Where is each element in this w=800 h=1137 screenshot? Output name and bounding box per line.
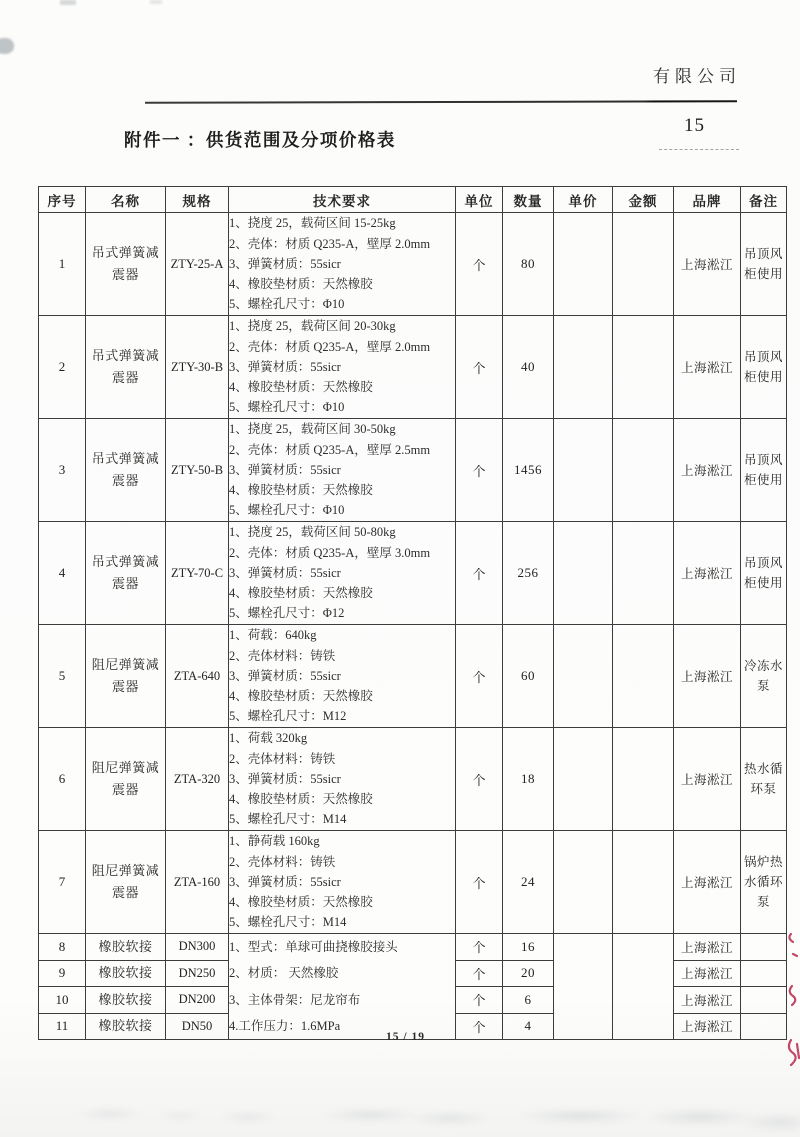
remark-cell (741, 934, 787, 961)
table-row (39, 831, 787, 934)
amount-cell (613, 316, 674, 419)
page-title: 附件一 ：供货范围及分项价格表 (124, 130, 396, 150)
price-table (38, 186, 787, 1040)
brand-cell: 上海淞江 (674, 987, 741, 1014)
remark-cell (741, 987, 787, 1014)
spec-cell: ZTY-50-B (166, 419, 229, 522)
brand-cell: 上海淞江 (674, 625, 741, 728)
unit-cell: 个 (456, 960, 503, 987)
unit-cell: 个 (456, 728, 503, 831)
row-number-cell: 5 (39, 625, 86, 728)
unit-cell: 个 (456, 213, 503, 316)
spec-cell: ZTY-25-A (166, 213, 229, 316)
page-number: 15 (684, 115, 705, 136)
quantity-cell: 80 (503, 213, 554, 316)
remark-cell: 吊顶风柜使用 (741, 419, 787, 522)
footer-page-indicator: 15 / 19 (386, 1031, 425, 1043)
item-name-cell: 橡胶软接 (86, 960, 166, 987)
brand-cell: 上海淞江 (674, 522, 741, 625)
tech-requirement-line: 5、螺栓孔尺寸：M14 (229, 915, 347, 930)
scan-smudge (60, 0, 76, 5)
quantity-cell: 24 (503, 831, 554, 934)
item-name-cell: 橡胶软接 (86, 987, 166, 1014)
page-bleed-through (0, 1082, 800, 1137)
tech-requirement-line: 3、弹簧材质：55sicr (229, 668, 341, 683)
quantity-cell: 4 (503, 1013, 554, 1040)
tech-requirement-line: 3、弹簧材质：55sicr (229, 874, 341, 889)
tech-requirement-line: 3、弹簧材质：55sicr (229, 771, 341, 786)
remark-cell: 冷冻水泵 (741, 625, 787, 728)
tech-requirement-line: 5、螺栓孔尺寸：Φ10 (229, 400, 345, 415)
quantity-cell: 20 (503, 960, 554, 987)
row-number-cell: 11 (39, 1013, 86, 1040)
tech-requirements-cell (229, 316, 456, 419)
header-divider-line (145, 100, 737, 104)
tech-requirement-line: 1、挠度 25，载荷区间 15-25kg (229, 216, 396, 231)
tech-requirements-cell (229, 831, 456, 934)
spec-cell: DN250 (166, 960, 229, 987)
tech-requirement-line: 1、静荷载 160kg (229, 834, 320, 849)
unit-cell: 个 (456, 1013, 503, 1040)
row-number-cell: 9 (39, 960, 86, 987)
tech-requirements-cell (229, 625, 456, 728)
unit-price-cell (554, 316, 613, 419)
table-row (39, 934, 787, 961)
quantity-cell: 6 (503, 987, 554, 1014)
tech-requirement-line: 3、弹簧材质：55sicr (229, 359, 341, 374)
remark-cell: 吊顶风柜使用 (741, 316, 787, 419)
table-body (39, 213, 787, 1040)
tech-requirement-line: 2、壳体材料：铸铁 (229, 648, 336, 663)
unit-price-cell (554, 831, 613, 934)
item-name-cell: 阻尼弹簧减震器 (86, 831, 166, 934)
brand-cell: 上海淞江 (674, 316, 741, 419)
remark-cell: 吊顶风柜使用 (741, 522, 787, 625)
tech-requirement-line: 1、荷载 320kg (229, 731, 308, 746)
spec-cell: DN200 (166, 987, 229, 1014)
row-number-cell: 1 (39, 213, 86, 316)
unit-cell: 个 (456, 419, 503, 522)
tech-requirement-line: 4、橡胶垫材质：天然橡胶 (229, 483, 373, 498)
tech-requirement-line: 4、橡胶垫材质：天然橡胶 (229, 689, 373, 704)
table-row (39, 522, 787, 625)
scan-smudge (0, 38, 14, 54)
remark-cell: 锅炉热水循环泵 (741, 831, 787, 934)
remark-cell: 吊顶风柜使用 (741, 213, 787, 316)
item-name-cell: 橡胶软接 (86, 934, 166, 961)
brand-cell: 上海淞江 (674, 1013, 741, 1040)
tech-requirements-cell (229, 522, 456, 625)
brand-cell: 上海淞江 (674, 419, 741, 522)
tech-requirement-line: 4、橡胶垫材质：天然橡胶 (229, 792, 373, 807)
tech-requirement-line: 1、荷载：640kg (229, 628, 317, 643)
tech-requirement-line: 1、型式：单球可曲挠橡胶接头 (229, 940, 398, 954)
amount-cell (613, 625, 674, 728)
unit-price-cell (554, 625, 613, 728)
row-number-cell: 6 (39, 728, 86, 831)
spec-cell: ZTA-160 (166, 831, 229, 934)
unit-cell: 个 (456, 522, 503, 625)
column-header-4: 单位 (456, 187, 503, 213)
quantity-cell: 256 (503, 522, 554, 625)
page-number-underline (659, 149, 739, 150)
unit-cell: 个 (456, 934, 503, 961)
tech-requirements-cell (229, 728, 456, 831)
item-name-cell: 阻尼弹簧减震器 (86, 728, 166, 831)
tech-requirement-line: 5、螺栓孔尺寸：M12 (229, 709, 347, 724)
company-name-suffix: 有限公司 (653, 67, 741, 86)
table-row (39, 213, 787, 316)
item-name-cell: 吊式弹簧减震器 (86, 419, 166, 522)
column-header-3: 技术要求 (229, 187, 456, 213)
tech-requirement-line: 2、材质： 天然橡胶 (229, 966, 339, 981)
table-row (39, 419, 787, 522)
tech-requirement-line: 1、挠度 25，载荷区间 20-30kg (229, 319, 396, 334)
row-number-cell: 10 (39, 987, 86, 1014)
column-header-9: 备注 (741, 187, 787, 213)
amount-cell (613, 831, 674, 934)
item-name-cell: 橡胶软接 (86, 1013, 166, 1040)
unit-price-merged-cell (554, 934, 613, 1040)
item-name-cell: 吊式弹簧减震器 (86, 522, 166, 625)
tech-requirement-line: 2、壳体材料：铸铁 (229, 854, 336, 869)
quantity-cell: 18 (503, 728, 554, 831)
unit-price-cell (554, 419, 613, 522)
tech-requirement-line: 3、弹簧材质：55sicr (229, 256, 341, 271)
unit-cell: 个 (456, 316, 503, 419)
brand-cell: 上海淞江 (674, 934, 741, 961)
unit-price-cell (554, 728, 613, 831)
tech-requirement-line: 2、壳体：材质 Q235-A，壁厚 2.0mm (229, 236, 431, 251)
unit-cell: 个 (456, 831, 503, 934)
tech-requirement-line: 2、壳体：材质 Q235-A，壁厚 2.0mm (229, 339, 431, 354)
brand-cell: 上海淞江 (674, 213, 741, 316)
item-name-cell: 阻尼弹簧减震器 (86, 625, 166, 728)
unit-price-cell (554, 213, 613, 316)
item-name-cell: 吊式弹簧减震器 (86, 213, 166, 316)
remark-cell (741, 960, 787, 987)
quantity-cell: 16 (503, 934, 554, 961)
quantity-cell: 40 (503, 316, 554, 419)
tech-requirement-line: 3、弹簧材质：55sicr (229, 565, 341, 580)
tech-requirements-cell (229, 213, 456, 316)
amount-cell (613, 728, 674, 831)
tech-requirement-line: 4.工作压力：1.6MPa (229, 1018, 341, 1033)
tech-requirement-line: 3、主体骨架：尼龙帘布 (229, 992, 361, 1007)
row-number-cell: 2 (39, 316, 86, 419)
table-row (39, 316, 787, 419)
quantity-cell: 60 (503, 625, 554, 728)
column-header-1: 名称 (86, 187, 166, 213)
brand-cell: 上海淞江 (674, 728, 741, 831)
column-header-5: 数量 (503, 187, 554, 213)
amount-cell (613, 419, 674, 522)
tech-requirement-line: 1、挠度 25，载荷区间 50-80kg (229, 525, 396, 540)
row-number-cell: 8 (39, 934, 86, 961)
spec-cell: ZTY-30-B (166, 316, 229, 419)
brand-cell: 上海淞江 (674, 831, 741, 934)
unit-cell: 个 (456, 987, 503, 1014)
item-name-cell: 吊式弹簧减震器 (86, 316, 166, 419)
tech-requirements-cell (229, 419, 456, 522)
spec-cell: DN300 (166, 934, 229, 961)
tech-requirement-line: 5、螺栓孔尺寸：Φ10 (229, 503, 345, 518)
column-header-8: 品牌 (674, 187, 741, 213)
tech-requirement-line: 4、橡胶垫材质：天然橡胶 (229, 895, 373, 910)
tech-requirement-line: 4、橡胶垫材质：天然橡胶 (229, 380, 373, 395)
spec-cell: ZTY-70-C (166, 522, 229, 625)
tech-requirement-line: 1、挠度 25，载荷区间 30-50kg (229, 422, 396, 437)
table-header-row (39, 187, 787, 213)
amount-merged-cell (613, 934, 674, 1040)
row-number-cell: 7 (39, 831, 86, 934)
column-header-0: 序号 (39, 187, 86, 213)
spec-cell: DN50 (166, 1013, 229, 1040)
column-header-7: 金额 (613, 187, 674, 213)
tech-requirement-line: 5、螺栓孔尺寸：Φ12 (229, 606, 345, 621)
column-header-2: 规格 (166, 187, 229, 213)
remark-cell: 热水循环泵 (741, 728, 787, 831)
table-row (39, 728, 787, 831)
tech-requirement-line: 5、螺栓孔尺寸：M14 (229, 812, 347, 827)
tech-requirement-line: 5、螺栓孔尺寸：Φ10 (229, 297, 345, 312)
tech-requirement-line: 4、橡胶垫材质：天然橡胶 (229, 586, 373, 601)
remark-cell (741, 1013, 787, 1040)
tech-requirement-line: 3、弹簧材质：55sicr (229, 462, 341, 477)
unit-cell: 个 (456, 625, 503, 728)
row-number-cell: 3 (39, 419, 86, 522)
spec-cell: ZTA-640 (166, 625, 229, 728)
tech-requirement-line: 2、壳体：材质 Q235-A，壁厚 3.0mm (229, 545, 431, 560)
amount-cell (613, 213, 674, 316)
brand-cell: 上海淞江 (674, 960, 741, 987)
column-header-6: 单价 (554, 187, 613, 213)
table-row (39, 625, 787, 728)
quantity-cell: 1456 (503, 419, 554, 522)
tech-requirement-line: 2、壳体：材质 Q235-A，壁厚 2.5mm (229, 442, 431, 457)
tech-requirement-line: 4、橡胶垫材质：天然橡胶 (229, 277, 373, 292)
spec-cell: ZTA-320 (166, 728, 229, 831)
unit-price-cell (554, 522, 613, 625)
tech-requirements-merged-cell (229, 934, 456, 1040)
amount-cell (613, 522, 674, 625)
tech-requirement-line: 2、壳体材料：铸铁 (229, 751, 336, 766)
scan-smudge (150, 0, 162, 4)
row-number-cell: 4 (39, 522, 86, 625)
